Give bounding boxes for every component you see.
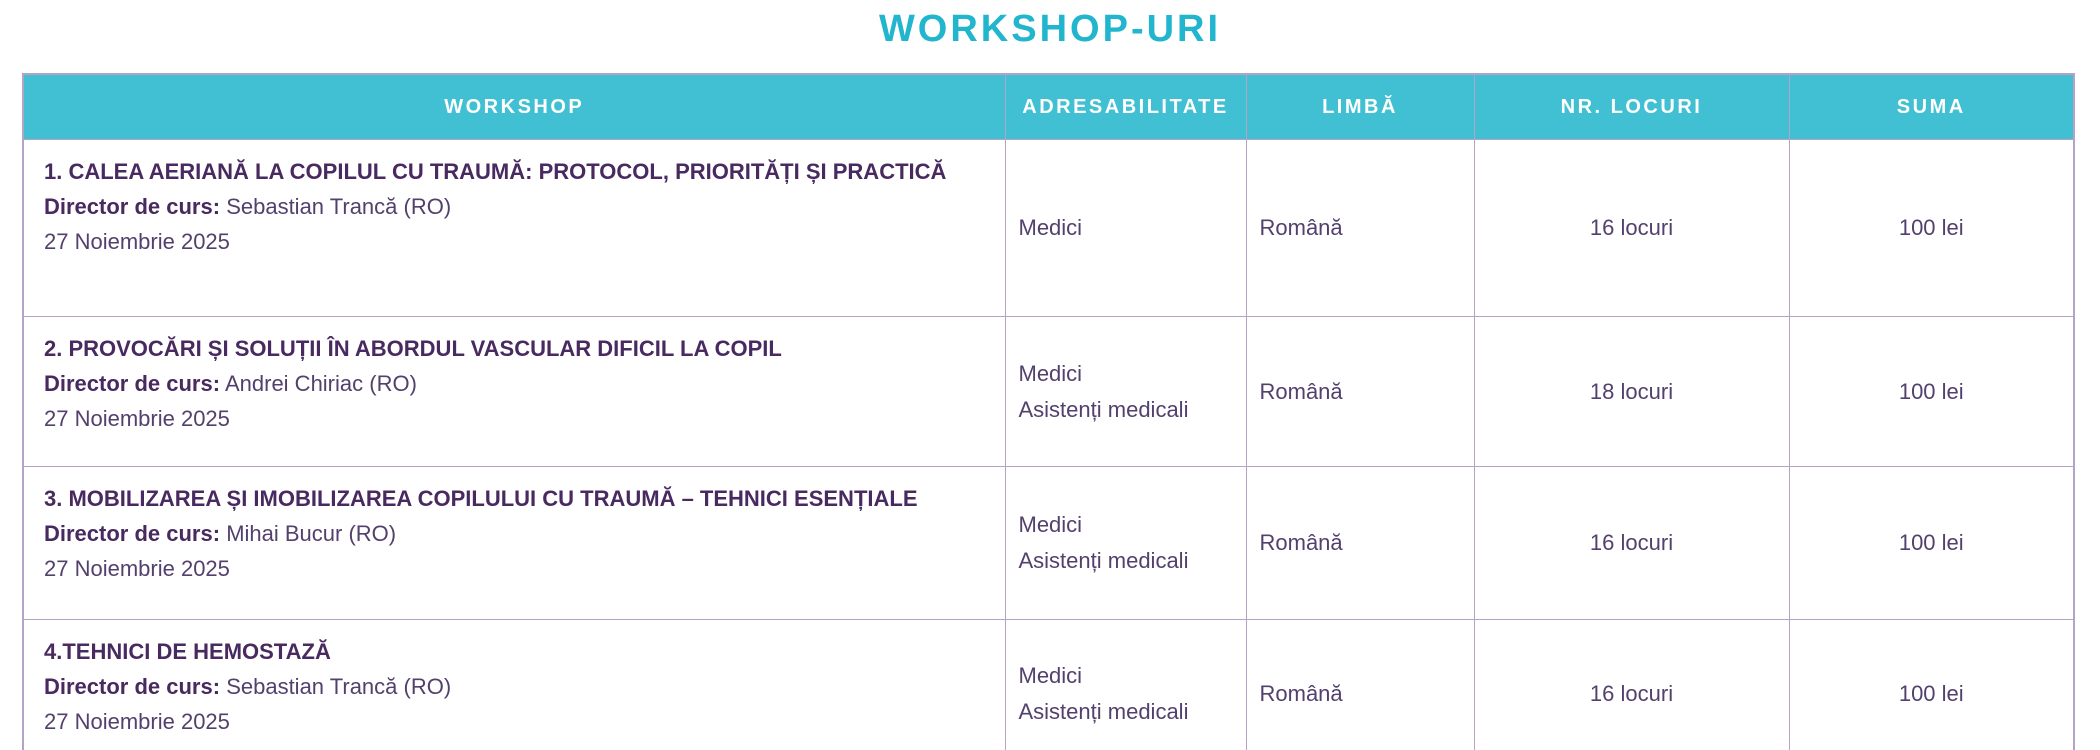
limba-cell: Română [1246, 140, 1474, 317]
column-header-adresabilitate: ADRESABILITATE [1005, 74, 1246, 140]
workshop-date: 27 Noiembrie 2025 [44, 229, 230, 254]
workshop-director [44, 516, 981, 551]
workshop-director [44, 669, 981, 704]
table-body [23, 140, 2074, 750]
suma-cell: 100 lei [1789, 140, 2074, 317]
adresabilitate-cell [1005, 620, 1246, 750]
workshop-director [44, 366, 981, 401]
workshop-title: 4.TEHNICI DE HEMOSTAZĂ [44, 639, 331, 664]
table-row [23, 620, 2074, 750]
director-name: Andrei Chiriac (RO) [224, 371, 417, 396]
adresabilitate-cell [1005, 140, 1246, 317]
page-title: WORKSHOP-URI [878, 8, 1222, 50]
adresabilitate-cell [1005, 317, 1246, 467]
adresabilitate-cell [1005, 467, 1246, 620]
table-header-row [23, 74, 2074, 140]
director-label: Director de curs: [44, 194, 221, 219]
column-header-suma: SUMA [1789, 74, 2074, 140]
workshop-cell [23, 317, 1005, 467]
adresabilitate-line: Medici [1018, 512, 1083, 537]
locuri-cell: 18 locuri [1474, 317, 1789, 467]
suma-cell: 100 lei [1789, 317, 2074, 467]
locuri-cell: 16 locuri [1474, 620, 1789, 750]
workshops-table [22, 73, 2075, 750]
column-header-workshop: WORKSHOP [23, 74, 1005, 140]
locuri-cell: 16 locuri [1474, 140, 1789, 317]
limba-cell: Română [1246, 620, 1474, 750]
suma-cell: 100 lei [1789, 620, 2074, 750]
director-label: Director de curs: [44, 371, 221, 396]
director-label: Director de curs: [44, 674, 221, 699]
table-row [23, 140, 2074, 317]
director-name: Mihai Bucur (RO) [226, 521, 397, 546]
adresabilitate-line: Asistenți medicali [1018, 548, 1189, 573]
suma-cell: 100 lei [1789, 467, 2074, 620]
adresabilitate-line: Medici [1018, 215, 1083, 240]
workshop-date: 27 Noiembrie 2025 [44, 556, 230, 581]
adresabilitate-line: Medici [1018, 663, 1083, 688]
limba-cell: Română [1246, 467, 1474, 620]
workshop-director [44, 189, 981, 224]
workshop-cell [23, 140, 1005, 317]
workshop-date: 27 Noiembrie 2025 [44, 406, 230, 431]
limba-cell: Română [1246, 317, 1474, 467]
adresabilitate-line: Asistenți medicali [1018, 396, 1189, 422]
workshop-date: 27 Noiembrie 2025 [44, 709, 230, 734]
workshop-cell [23, 467, 1005, 620]
director-name: Sebastian Trancă (RO) [226, 194, 452, 219]
workshop-title: 2. PROVOCĂRI ȘI SOLUȚII ÎN ABORDUL VASCULAR DIFICIL LA COPIL [44, 336, 782, 361]
column-header-nr-locuri: NR. LOCURI [1474, 74, 1789, 140]
table-row [23, 317, 2074, 467]
director-label: Director de curs: [44, 521, 221, 546]
adresabilitate-line: Medici [1018, 360, 1083, 386]
workshop-title: 1. CALEA AERIANĂ LA COPILUL CU TRAUMĂ: PROTOCOL, PRIORITĂȚI ȘI PRACTICĂ [44, 159, 947, 184]
column-header-limba: LIMBĂ [1246, 74, 1474, 140]
adresabilitate-line: Asistenți medicali [1018, 699, 1189, 724]
locuri-cell: 16 locuri [1474, 467, 1789, 620]
director-name: Sebastian Trancă (RO) [226, 674, 452, 699]
table-row [23, 467, 2074, 620]
workshop-title: 3. MOBILIZAREA ȘI IMOBILIZAREA COPILULUI CU TRAUMĂ – TEHNICI ESENȚIALE [44, 486, 918, 511]
workshop-cell [23, 620, 1005, 750]
